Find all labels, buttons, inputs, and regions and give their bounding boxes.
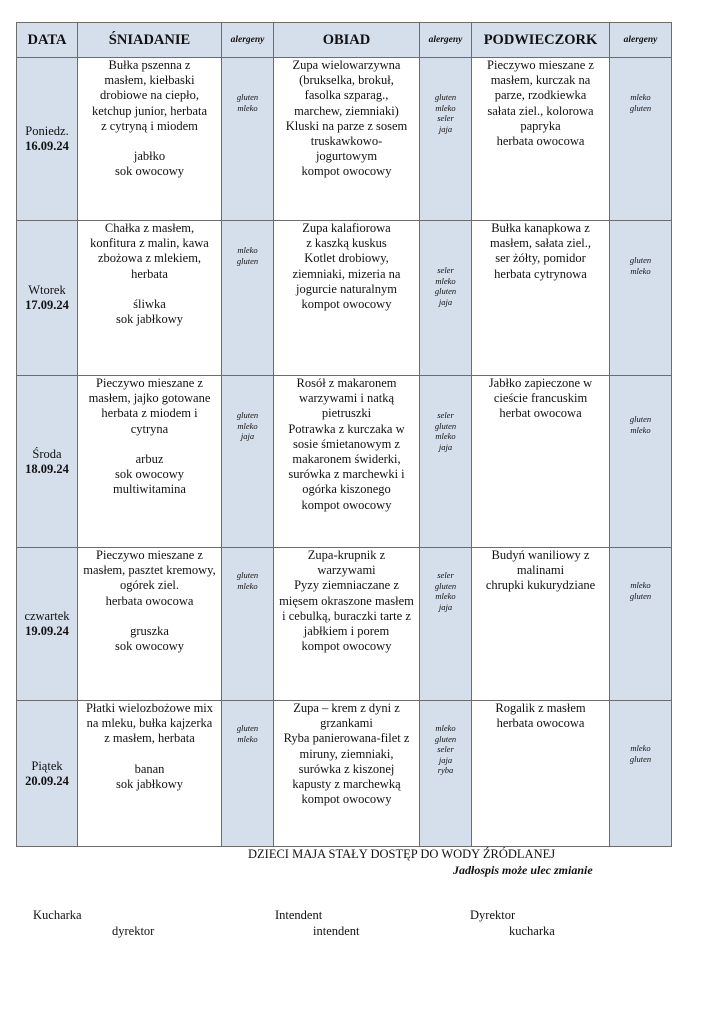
header-lunch: OBIAD bbox=[274, 23, 420, 58]
meal-line: kompot owocowy bbox=[301, 497, 392, 512]
snack-allergens-cell bbox=[610, 221, 672, 376]
allergen-item: gluten bbox=[629, 255, 652, 265]
meal-line: masłem, pasztet kremowy, bbox=[83, 563, 216, 578]
header-breakfast: ŚNIADANIE bbox=[78, 23, 222, 58]
allergen-item: mleko bbox=[630, 580, 651, 590]
lunch-allergens-cell bbox=[420, 58, 472, 221]
meal-line: konfitura z malin, kawa bbox=[90, 236, 209, 251]
snack-cell bbox=[472, 221, 610, 376]
snack-allergens-cell bbox=[610, 701, 672, 847]
menu-table bbox=[16, 22, 672, 847]
meal-line: surówka z marchewki i bbox=[288, 467, 405, 482]
meal-line: makaronem świderki, bbox=[292, 452, 401, 467]
meal-line: herbata owocowa bbox=[105, 593, 194, 608]
day-cell bbox=[17, 376, 78, 548]
meal-line: Rogalik z masłem bbox=[495, 701, 586, 715]
meal-line: jabłkiem i porem bbox=[303, 624, 390, 639]
allergen-item: gluten bbox=[434, 420, 457, 431]
snack-allergens-cell bbox=[610, 376, 672, 548]
meal-line: sok owocowy bbox=[114, 467, 185, 482]
meal-line: Pieczywo mieszane z bbox=[487, 58, 594, 72]
allergen-item: gluten bbox=[236, 570, 259, 580]
meal-line: ziemniaki, mizeria na bbox=[292, 266, 401, 281]
signature-director-sub: kucharka bbox=[509, 924, 555, 938]
meal-line: chrupki kukurydziane bbox=[485, 578, 596, 593]
meal-line: śliwka bbox=[133, 296, 166, 311]
meal-line: ketchup junior, herbata bbox=[91, 103, 208, 118]
day-date: 20.09.24 bbox=[25, 773, 69, 788]
header-row bbox=[17, 23, 672, 58]
meal-line: masłem, kiełbaski bbox=[104, 73, 195, 88]
meal-line: i cebulką, buraczki tarte z bbox=[282, 608, 411, 623]
day-name: Środa bbox=[32, 446, 62, 461]
meal-line: Pieczywo mieszane z bbox=[96, 376, 203, 390]
meal-line: masłem, sałata ziel., bbox=[489, 236, 591, 251]
meal-line: herbata bbox=[131, 266, 168, 281]
header-date: DATA bbox=[17, 23, 78, 58]
meal-line: fasolka szparag., bbox=[304, 88, 389, 103]
meal-line: ogórka kiszonego bbox=[302, 482, 391, 497]
allergen-item: gluten bbox=[629, 102, 652, 113]
meal-line: Potrawka z kurczaka w bbox=[288, 421, 405, 436]
day-name: czwartek bbox=[24, 609, 70, 623]
allergen-item: gluten bbox=[236, 255, 259, 266]
meal-line: arbuz bbox=[135, 451, 164, 466]
meal-line: kompot owocowy bbox=[301, 792, 392, 807]
allergen-item: mleko bbox=[237, 580, 258, 591]
lunch-allergens-cell bbox=[420, 221, 472, 376]
allergen-item: mleko bbox=[435, 431, 456, 441]
meal-line: jabłko bbox=[133, 149, 166, 164]
meal-line: cytryna bbox=[130, 421, 169, 436]
meal-line: kompot owocowy bbox=[301, 297, 392, 312]
meal-line: sok jabłkowy bbox=[115, 776, 183, 791]
breakfast-cell bbox=[78, 58, 222, 221]
meal-line: herbata cytrynowa bbox=[494, 266, 587, 281]
allergen-item: mleko bbox=[630, 743, 651, 753]
snack-cell bbox=[472, 58, 610, 221]
allergen-item: gluten bbox=[434, 286, 457, 296]
allergen-item: jaja bbox=[438, 601, 453, 612]
meal-line: (brukselka, brokuł, bbox=[299, 73, 394, 88]
allergen-item: jaja bbox=[438, 123, 453, 134]
breakfast-allergens-cell bbox=[222, 221, 274, 376]
day-name: Piątek bbox=[31, 758, 63, 773]
day-cell bbox=[17, 58, 78, 221]
meal-line: truskawkowo- bbox=[310, 134, 383, 149]
meal-line: masłem, jajko gotowane bbox=[88, 391, 211, 406]
meal-line: grzankami bbox=[320, 716, 373, 731]
day-row bbox=[17, 701, 672, 847]
meal-line: z cytryną i miodem bbox=[101, 118, 198, 133]
meal-line bbox=[78, 437, 221, 452]
meal-line: jogurtowym bbox=[315, 149, 378, 164]
meal-line bbox=[78, 609, 221, 624]
meal-line: drobiowe na ciepło, bbox=[100, 88, 199, 103]
allergen-item: mleko bbox=[237, 102, 258, 113]
meal-line: warzywami i natką bbox=[298, 391, 395, 406]
change-note: Jadłospis może ulec zmianie bbox=[453, 863, 593, 877]
meal-line: multiwitamina bbox=[113, 482, 186, 497]
meal-line bbox=[78, 282, 221, 297]
allergen-item: mleko bbox=[630, 424, 651, 435]
meal-line: warzywami bbox=[317, 563, 376, 578]
meal-line: kompot owocowy bbox=[301, 164, 392, 179]
day-row bbox=[17, 548, 672, 701]
day-cell bbox=[17, 548, 78, 701]
meal-line: Płatki wielozbożowe mix bbox=[85, 701, 214, 715]
meal-line: malinami bbox=[516, 563, 565, 578]
day-row bbox=[17, 58, 672, 221]
meal-line: banan bbox=[134, 761, 165, 776]
allergen-item: gluten bbox=[236, 410, 259, 420]
allergen-item: mleko bbox=[435, 275, 456, 286]
meal-line: sałata ziel., kolorowa bbox=[487, 103, 594, 118]
day-date: 18.09.24 bbox=[25, 461, 69, 476]
allergen-item: mleko bbox=[630, 265, 651, 276]
breakfast-cell bbox=[78, 376, 222, 548]
meal-line: herbat owocowa bbox=[499, 406, 582, 421]
allergen-item: seler bbox=[437, 265, 454, 275]
meal-line: Kotlet drobiowy, bbox=[304, 251, 389, 266]
allergen-item: jaja bbox=[438, 441, 453, 452]
meal-line: sosie śmietanowym z bbox=[293, 436, 400, 451]
meal-line: na mleku, bułka kajzerka bbox=[86, 716, 213, 731]
day-cell bbox=[17, 701, 78, 847]
lunch-cell bbox=[274, 548, 420, 701]
lunch-cell bbox=[274, 701, 420, 847]
day-date: 16.09.24 bbox=[25, 139, 69, 153]
breakfast-allergens-cell bbox=[222, 548, 274, 701]
day-date: 19.09.24 bbox=[25, 624, 69, 638]
meal-line: Ryba panierowana-filet z bbox=[283, 731, 410, 746]
meal-line: Zupa – krem z dyni z bbox=[293, 701, 400, 715]
meal-line: z masłem, herbata bbox=[104, 731, 195, 746]
water-notice: DZIECI MAJA STAŁY DOSTĘP DO WODY ŹRÓDLANEJ bbox=[248, 847, 556, 861]
header-breakfast-allergens: alergeny bbox=[222, 23, 274, 58]
breakfast-allergens-cell bbox=[222, 58, 274, 221]
allergen-item: gluten bbox=[629, 590, 652, 601]
meal-line: Jabłko zapieczone w bbox=[488, 376, 593, 390]
allergen-item: mleko bbox=[435, 102, 456, 113]
meal-line: Zupa wielowarzywna bbox=[292, 58, 401, 72]
meal-line: Zupa kalafiorowa bbox=[302, 221, 391, 235]
menu-body bbox=[17, 58, 672, 847]
meal-line: pietruszki bbox=[321, 406, 372, 421]
snack-cell bbox=[472, 376, 610, 548]
snack-cell bbox=[472, 701, 610, 847]
meal-line: sok owocowy bbox=[114, 164, 185, 179]
meal-line bbox=[78, 134, 221, 149]
allergen-item: gluten bbox=[434, 580, 457, 591]
header-lunch-allergens: alergeny bbox=[420, 23, 472, 58]
meal-line: sok owocowy bbox=[114, 639, 185, 654]
lunch-allergens-cell bbox=[420, 376, 472, 548]
lunch-allergens-cell bbox=[420, 548, 472, 701]
signature-director: Dyrektor bbox=[470, 908, 516, 922]
day-cell bbox=[17, 221, 78, 376]
meal-line: papryka bbox=[520, 118, 561, 133]
allergen-item: mleko bbox=[237, 733, 258, 744]
breakfast-cell bbox=[78, 701, 222, 847]
allergen-item: gluten bbox=[434, 92, 457, 102]
meal-line: Budyń waniliowy z bbox=[491, 548, 590, 562]
meal-line: gruszka bbox=[130, 623, 169, 638]
meal-line: Chałka z masłem, bbox=[104, 221, 195, 235]
allergen-item: seler bbox=[437, 744, 454, 754]
allergen-item: ryba bbox=[437, 765, 454, 775]
allergen-item: mleko bbox=[237, 245, 258, 255]
allergen-item: gluten bbox=[629, 753, 652, 764]
allergen-item: jaja bbox=[240, 431, 255, 441]
meal-line: jogurcie naturalnym bbox=[295, 281, 397, 296]
meal-line bbox=[78, 747, 221, 762]
lunch-cell bbox=[274, 376, 420, 548]
meal-line: miruny, ziemniaki, bbox=[299, 746, 394, 761]
meal-line: herbata z miodem i bbox=[101, 406, 198, 421]
allergen-item: seler bbox=[437, 113, 454, 123]
meal-line: ogórek ziel. bbox=[119, 578, 179, 593]
meal-line: zbożowa z mlekiem, bbox=[97, 251, 202, 266]
meal-line: ser żółty, pomidor bbox=[495, 251, 586, 266]
meal-line: parze, rzodkiewka bbox=[494, 88, 587, 103]
allergen-item: jaja bbox=[438, 296, 453, 307]
allergen-item: seler bbox=[437, 410, 454, 420]
allergen-item: mleko bbox=[630, 92, 651, 102]
signature-cook: Kucharka bbox=[33, 908, 82, 922]
meal-line: Kluski na parze z sosem bbox=[285, 118, 408, 133]
meal-line: Pieczywo mieszane z bbox=[96, 548, 203, 562]
allergen-item: seler bbox=[437, 570, 454, 580]
breakfast-cell bbox=[78, 221, 222, 376]
meal-line: herbata owocowa bbox=[496, 134, 585, 149]
allergen-item: mleko bbox=[435, 723, 456, 733]
header-snack-allergens: alergeny bbox=[610, 23, 672, 58]
meal-line: z kaszką kuskus bbox=[306, 236, 387, 251]
signature-cook-sub: dyrektor bbox=[112, 924, 155, 938]
meal-line: herbata owocowa bbox=[496, 716, 585, 731]
allergen-item: gluten bbox=[236, 723, 259, 733]
signature-steward-sub: intendent bbox=[313, 924, 360, 938]
allergen-item: gluten bbox=[434, 733, 457, 744]
allergen-item: jaja bbox=[438, 754, 453, 765]
snack-cell bbox=[472, 548, 610, 701]
meal-line: masłem, kurczak na bbox=[490, 73, 591, 88]
breakfast-allergens-cell bbox=[222, 376, 274, 548]
day-name: Wtorek bbox=[28, 283, 66, 297]
day-row bbox=[17, 376, 672, 548]
meal-line: sok jabłkowy bbox=[115, 312, 183, 327]
allergen-item: gluten bbox=[629, 414, 652, 424]
meal-line: marchew, ziemniaki) bbox=[294, 103, 399, 118]
header-snack: PODWIECZORK bbox=[472, 23, 610, 58]
lunch-cell bbox=[274, 221, 420, 376]
meal-line: mięsem okraszone masłem bbox=[279, 593, 414, 608]
meal-line: Bułka pszenna z bbox=[108, 58, 191, 72]
meal-line: Pyzy ziemniaczane z bbox=[294, 578, 399, 593]
breakfast-allergens-cell bbox=[222, 701, 274, 847]
lunch-allergens-cell bbox=[420, 701, 472, 847]
meal-line: kompot owocowy bbox=[301, 639, 392, 654]
snack-allergens-cell bbox=[610, 548, 672, 701]
snack-allergens-cell bbox=[610, 58, 672, 221]
breakfast-cell bbox=[78, 548, 222, 701]
meal-line: kapusty z marchewką bbox=[292, 777, 401, 792]
day-date: 17.09.24 bbox=[25, 298, 69, 312]
day-name: Poniedz. bbox=[25, 124, 69, 138]
allergen-item: mleko bbox=[237, 420, 258, 431]
meal-line: Rosół z makaronem bbox=[296, 376, 397, 390]
lunch-cell bbox=[274, 58, 420, 221]
day-row bbox=[17, 221, 672, 376]
meal-line: cieście francuskim bbox=[493, 391, 588, 406]
allergen-item: mleko bbox=[435, 591, 456, 601]
allergen-item: gluten bbox=[236, 92, 259, 102]
meal-line: surówka z kiszonej bbox=[298, 761, 395, 776]
meal-line: Zupa-krupnik z bbox=[307, 548, 386, 562]
signature-steward: Intendent bbox=[275, 908, 323, 922]
meal-line: Bułka kanapkowa z bbox=[491, 221, 590, 235]
